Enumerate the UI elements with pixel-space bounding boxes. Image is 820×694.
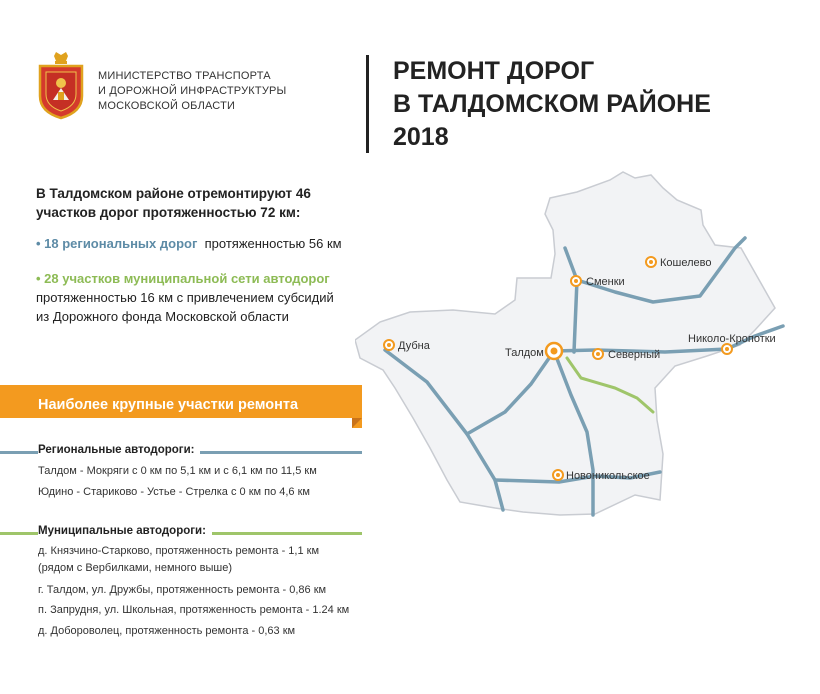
ministry-line: И ДОРОЖНОЙ ИНФРАСТРУКТУРЫ [98, 85, 287, 97]
title-line: РЕМОНТ ДОРОГ [393, 57, 595, 85]
intro-line: В Талдомском районе отремонтируют 46 [36, 186, 311, 201]
regional-bullet [36, 236, 342, 251]
title-line: В ТАЛДОМСКОМ РАЙОНЕ [393, 90, 711, 118]
intro-summary [36, 184, 311, 222]
town-label: Северный [608, 349, 661, 361]
title-line: 2018 [393, 123, 449, 151]
page-title [393, 55, 711, 154]
municipal-bullet-line: протяженностью 16 км с привлечением субсидий [36, 290, 334, 305]
town-novonikolskoe [553, 470, 650, 482]
municipal-road-item: д. Князчино-Старково, протяженность ремонта - 1,1 км [38, 545, 320, 557]
town-label: Дубна [398, 340, 430, 352]
municipal-road-item: г. Талдом, ул. Дружбы, протяженность ремонта - 0,86 км [38, 584, 327, 596]
banner-label: Наиболее крупные участки ремонта [38, 397, 299, 413]
municipal-road-item: (рядом с Вербилками, немного выше) [38, 562, 232, 574]
town-dubna [384, 340, 431, 352]
town-label: Новоникольское [566, 470, 650, 482]
regional-bullet-highlight: • 18 региональных дорог [36, 236, 198, 251]
municipal-bullet [36, 269, 334, 326]
town-label: Сменки [586, 276, 625, 288]
section-banner [0, 385, 362, 428]
municipal-road-item: д. Добороволец, протяженность ремонта - 0,63 км [38, 625, 296, 637]
ministry-line: МОСКОВСКОЙ ОБЛАСТИ [98, 100, 236, 112]
title-divider [366, 55, 369, 153]
regional-bullet-rest: протяженностью 56 км [204, 236, 342, 251]
municipal-bullet-highlight: • 28 участков муниципальной сети автодорог [36, 271, 330, 286]
regional-roads-heading: Региональные автодороги: [38, 444, 200, 456]
municipal-roads-heading: Муниципальные автодороги: [38, 525, 212, 537]
regional-road-item: Талдом - Мокряги с 0 км по 5,1 км и с 6,1 км по 11,5 км [38, 465, 317, 477]
ministry-line: МИНИСТЕРСТВО ТРАНСПОРТА [98, 70, 271, 82]
municipal-bullet-line: из Дорожного фонда Московской области [36, 309, 289, 324]
intro-line: участков дорог протяженностью 72 км: [36, 205, 301, 220]
town-label: Кошелево [660, 257, 712, 269]
municipal-road-item: п. Запрудня, ул. Школьная, протяженность ремонта - 1.24 км [38, 604, 350, 616]
town-label: Талдом [505, 347, 544, 359]
regional-road-item: Юдино - Стариково - Устье - Стрелка с 0 км по 4,6 км [38, 486, 310, 498]
coat-of-arms-icon [36, 50, 86, 120]
district-map [355, 170, 795, 530]
ministry-name [98, 69, 286, 114]
town-label: Николо-Кропотки [688, 333, 776, 345]
